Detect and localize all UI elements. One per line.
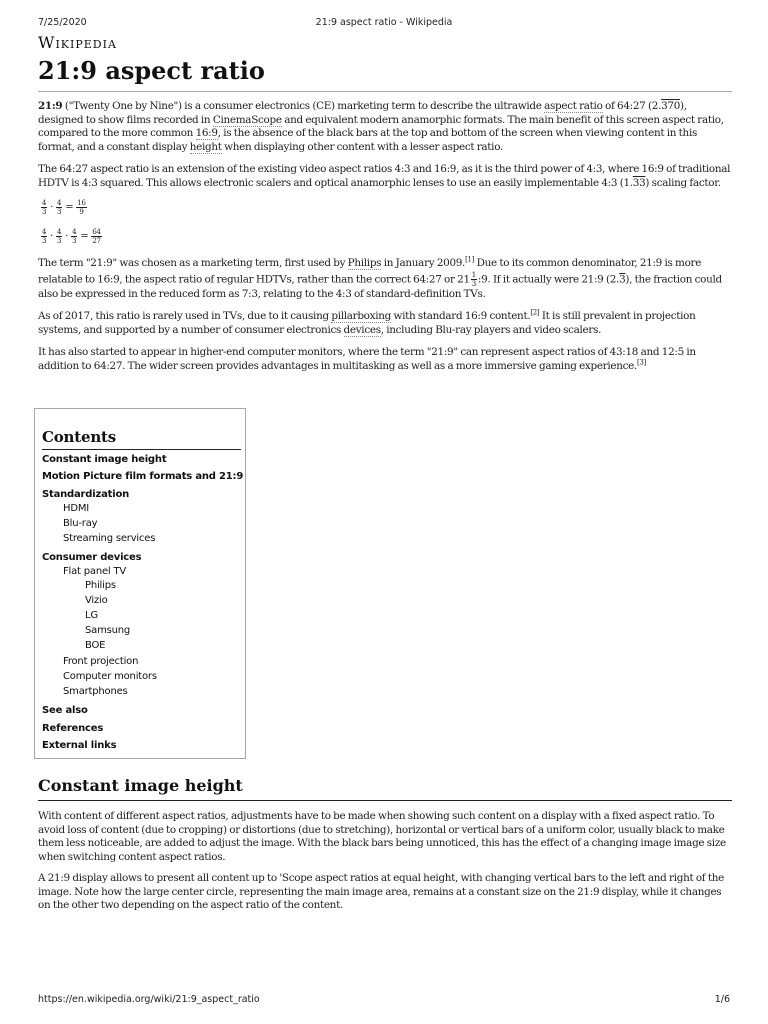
link-height[interactable]: height: [189, 140, 222, 153]
table-of-contents: [34, 408, 246, 759]
print-page-title: 21:9 aspect ratio - Wikipedia: [315, 17, 453, 28]
page-number: 1/6: [714, 994, 730, 1005]
toc-divider: [42, 449, 241, 450]
link-philips[interactable]: Philips: [347, 257, 382, 269]
fraction: $\frac{4}{3}$: [72, 228, 77, 245]
fraction: $\frac{4}{3}$: [42, 199, 47, 216]
fraction: $\frac{1}{3}$: [471, 270, 476, 288]
intro-paragraph-2: The 64:27 aspect ratio is an extension of the existing video aspect ratios 4:3 and 16:9, as it is the third power of 4:3, where 16:9 of traditional HDTV is 4:3 squared. This allows electronic scalers and optical anamorphic lenses to use an easily implementable 4:3 (1.33) scaling factor.: [38, 163, 731, 189]
fraction: $\frac{16}{9}$: [77, 199, 86, 216]
toc-item-hdmi[interactable]: HDMI: [63, 503, 89, 514]
toc-item-motion-picture-formats[interactable]: Motion Picture film formats and 21:9: [42, 471, 244, 482]
toc-item-boe[interactable]: BOE: [85, 640, 106, 651]
intro-paragraph-4: As of 2017, this ratio is rarely used in TVs, due to it causing pillarboxing with standard 16:9 content.[2] It is still prevalent in projection systems, and supported by a number of consumer electronics devices, including Blu-ray players and video scalers.: [38, 308, 696, 336]
citation-1[interactable]: [1]: [465, 255, 475, 264]
section-heading-constant-image-height: Constant image height: [38, 776, 243, 795]
toc-item-flat-panel-tv[interactable]: Flat panel TV: [63, 566, 127, 577]
toc-item-constant-image-height[interactable]: Constant image height: [42, 454, 167, 465]
toc-item-standardization[interactable]: Standardization: [42, 489, 130, 500]
toc-item-streaming-services[interactable]: Streaming services: [63, 533, 156, 544]
toc-item-front-projection[interactable]: Front projection: [63, 656, 139, 667]
title-divider: [38, 91, 732, 92]
fraction: $\frac{64}{27}$: [92, 228, 101, 245]
citation-3[interactable]: [3]: [636, 358, 646, 367]
toc-item-see-also[interactable]: See also: [42, 705, 88, 716]
toc-item-consumer-devices[interactable]: Consumer devices: [42, 552, 142, 563]
citation-2[interactable]: [2]: [530, 308, 540, 317]
link-16-9[interactable]: 16:9: [195, 127, 218, 139]
intro-paragraph-3: The term "21:9" was chosen as a marketing term, first used by Philips in January 2009.[1] Due to its common denominator, 21:9 is more relatable to 16:9, the aspect ratio of regular HDTVs, rather than the correct 64:27 or 21 $\frac{1}{3}$ :9. If it actually were 21:9 (2.3), the fraction could also be expressed in the reduced form as 7:3, relating to the 4:3 of standard-definition TVs.: [38, 255, 722, 300]
link-cinemascope[interactable]: CinemaScope: [212, 113, 282, 126]
section-paragraph-2: A 21:9 display allows to present all content up to 'Scope aspect ratios at equal height, with changing vertical bars to the left and right of the image. Note how the large center circle, representing the main image area, remains at a constant size on the 21:9 display, while it changes on the other two depending on the aspect ratio of the content.: [38, 872, 724, 911]
repeating-decimal: 33: [632, 176, 646, 189]
repeating-decimal: 3: [619, 273, 626, 285]
link-pillarboxing[interactable]: pillarboxing: [331, 310, 391, 322]
toc-item-external-links[interactable]: External links: [42, 740, 117, 751]
formula-4-3-cubed: $\frac{4}{3}$ · $\frac{4}{3}$ · $\frac{4}{3}$ = $\frac{64}{27}$: [42, 228, 101, 245]
lead-term: 21:9: [38, 100, 63, 112]
article-intro: [38, 100, 732, 382]
toc-item-smartphones[interactable]: Smartphones: [63, 686, 128, 697]
wikipedia-wordmark[interactable]: Wikipedia: [38, 33, 117, 52]
fraction: $\frac{4}{3}$: [42, 228, 47, 245]
formula-4-3-squared: $\frac{4}{3}$ · $\frac{4}{3}$ = $\frac{16}{9}$: [42, 199, 86, 216]
toc-title: Contents: [42, 428, 117, 446]
toc-item-references[interactable]: References: [42, 723, 104, 734]
link-aspect-ratio[interactable]: aspect ratio: [544, 100, 603, 112]
link-devices[interactable]: devices: [343, 323, 381, 336]
fraction: $\frac{4}{3}$: [57, 199, 62, 216]
print-url[interactable]: https://en.wikipedia.org/wiki/21:9_aspect_ratio: [38, 994, 260, 1005]
section-paragraph-1: With content of different aspect ratios, adjustments have to be made when showing such content on a display with a fixed aspect ratio. To avoid loss of content (due to cropping) or distortions (due to stretching), horizontal or vertical bars of a uniform color, usually black to make them less noticeable, are added to adjust the image. With the black bars being unnoticed, this has the effect of a changing image image size when switching content aspect ratios.: [38, 810, 726, 863]
section-divider: [38, 800, 732, 801]
print-date: 7/25/2020: [38, 17, 87, 28]
fraction: $\frac{4}{3}$: [57, 228, 62, 245]
intro-paragraph-1: 21:9 ("Twenty One by Nine") is a consumer electronics (CE) marketing term to describe the ultrawide aspect ratio of 64:27 (2.370), designed to show films recorded in CinemaScope and equivalent modern anamorphic formats. The main benefit of this screen aspect ratio, compared to the more common 16:9, is the absence of the black bars at the top and bottom of the screen when viewing content in this format, and a constant display height when displaying other content with a lesser aspect ratio.: [38, 100, 724, 153]
toc-item-vizio[interactable]: Vizio: [85, 595, 108, 606]
article-title: 21:9 aspect ratio: [38, 56, 265, 85]
section-body: [38, 810, 732, 921]
intro-paragraph-5: It has also started to appear in higher-end computer monitors, where the term "21:9" can represent aspect ratios of 43:18 and 12:5 in addition to 64:27. The wider screen provides advantages in multitasking as well as a more immersive gaming experience.[3]: [38, 346, 696, 372]
print-header: [38, 17, 730, 31]
toc-item-samsung[interactable]: Samsung: [85, 625, 131, 636]
toc-item-computer-monitors[interactable]: Computer monitors: [63, 671, 157, 682]
repeating-decimal: 370: [661, 100, 681, 112]
toc-item-philips[interactable]: Philips: [85, 580, 116, 591]
toc-item-lg[interactable]: LG: [85, 610, 98, 621]
toc-item-blu-ray[interactable]: Blu-ray: [63, 518, 98, 529]
